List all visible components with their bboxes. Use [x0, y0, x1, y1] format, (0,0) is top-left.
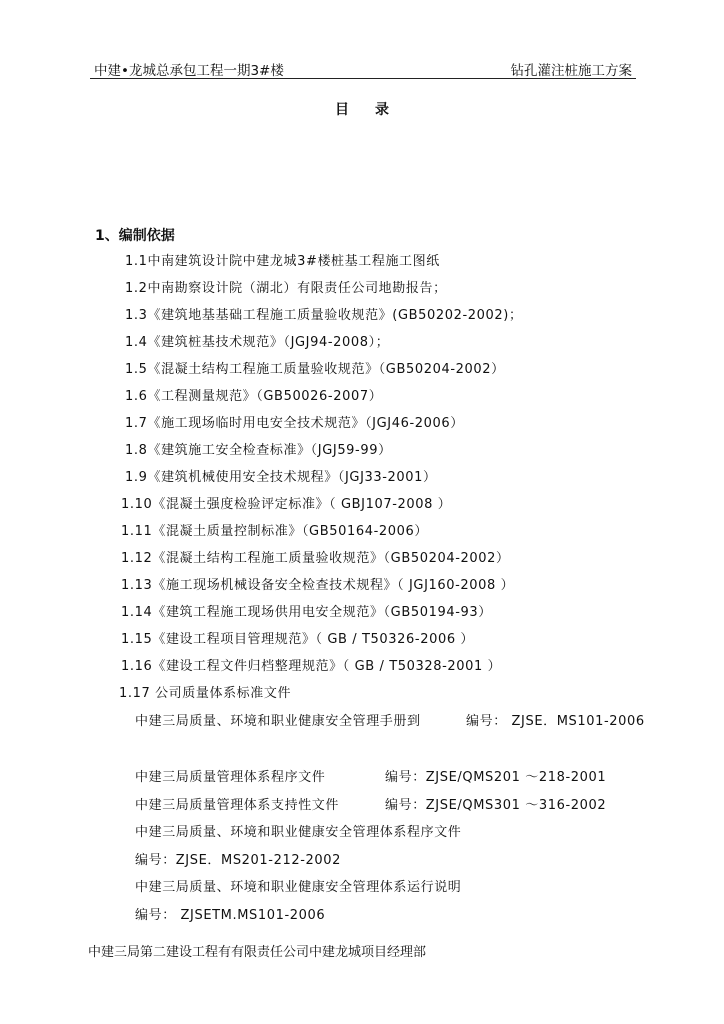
list-item: 1.16《建设工程文件归档整理规范》（ GB / T50328-2001 ）: [121, 659, 502, 674]
list-item: 1.4《建筑桩基技术规范》（JGJ94-2008）；: [125, 335, 390, 350]
list-item: 1.2中南勘察设计院（湖北）有限责任公司地勘报告；: [125, 281, 447, 296]
list-item: 1.3《建筑地基基础工程施工质量验收规范》(GB50202-2002)；: [125, 308, 523, 323]
doc-support-name: 中建三局质量管理体系支持性文件: [135, 798, 340, 813]
doc-system-procedure-name: 中建三局质量、环境和职业健康安全管理体系程序文件: [135, 825, 462, 840]
toc-title: 目录: [335, 102, 415, 118]
header-document-title: 钻孔灌注桩施工方案: [510, 63, 632, 79]
page-footer: 中建三局第二建设工程有有限责任公司中建龙城项目经理部: [88, 945, 427, 960]
doc-procedure-name: 中建三局质量管理体系程序文件: [135, 770, 326, 785]
list-item: 1.6《工程测量规范》（GB50026-2007）: [125, 389, 383, 404]
list-item: 1.14《建筑工程施工现场供用电安全规范》（GB50194-93）: [121, 605, 492, 620]
doc-manual-code: 编号： ZJSE．MS101-2006: [466, 714, 645, 729]
list-item: 1.9《建筑机械使用安全技术规程》（JGJ33-2001）: [125, 470, 437, 485]
doc-system-procedure-code: 编号：ZJSE．MS201-212-2002: [135, 853, 341, 868]
list-item: 1.17 公司质量体系标准文件: [119, 686, 292, 701]
list-item: 1.8《建筑施工安全检查标准》（JGJ59-99）: [125, 443, 392, 458]
section-heading: 1、编制依据: [95, 228, 175, 244]
doc-support-code: 编号：ZJSE/QMS301 ～316-2002: [385, 798, 607, 813]
list-item: 1.13《施工现场机械设备安全检查技术规程》（ JGJ160-2008 ）: [121, 578, 515, 593]
doc-operation-code: 编号： ZJSETM.MS101-2006: [135, 908, 326, 923]
list-item: 1.5《混凝土结构工程施工质量验收规范》（GB50204-2002）: [125, 362, 505, 377]
list-item: 1.7《施工现场临时用电安全技术规范》（JGJ46-2006）: [125, 416, 464, 431]
header-project-name: 中建•龙城总承包工程一期3#楼: [94, 63, 284, 79]
doc-manual-name: 中建三局质量、环境和职业健康安全管理手册到: [135, 714, 421, 729]
page-header: [90, 56, 636, 79]
list-item: 1.12《混凝土结构工程施工质量验收规范》（GB50204-2002）: [121, 551, 510, 566]
doc-operation-name: 中建三局质量、环境和职业健康安全管理体系运行说明: [135, 880, 462, 895]
list-item: 1.11《混凝土质量控制标准》（GB50164-2006）: [121, 524, 428, 539]
list-item: 1.10《混凝土强度检验评定标准》（ GBJ107-2008 ）: [121, 497, 452, 512]
list-item: 1.15《建设工程项目管理规范》（ GB / T50326-2006 ）: [121, 632, 475, 647]
doc-procedure-code: 编号：ZJSE/QMS201 ～218-2001: [385, 770, 607, 785]
list-item: 1.1中南建筑设计院中建龙城3#楼桩基工程施工图纸: [125, 254, 440, 269]
